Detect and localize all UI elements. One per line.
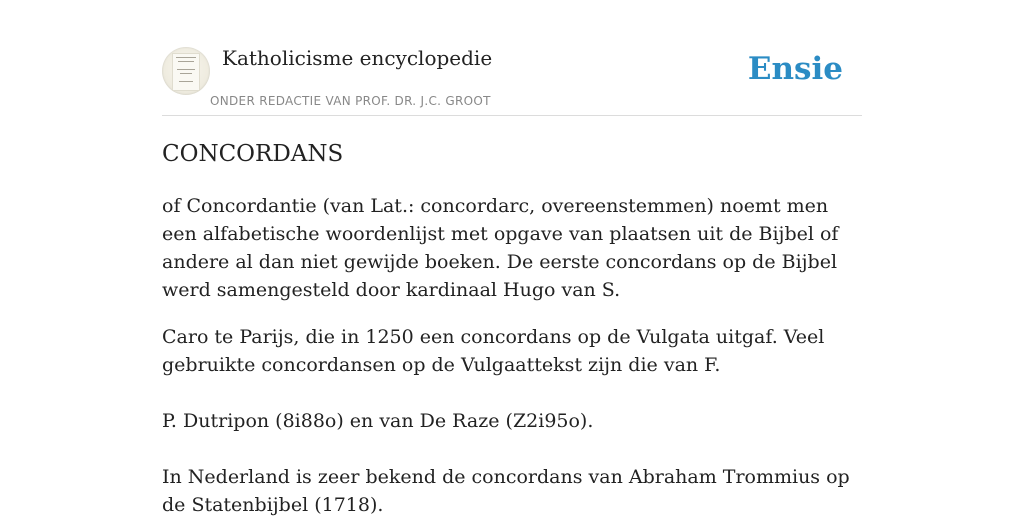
book-line-graphic bbox=[179, 81, 193, 82]
book-line-graphic bbox=[176, 57, 196, 58]
book-line-graphic bbox=[177, 69, 195, 70]
entry-title: CONCORDANS bbox=[162, 141, 344, 167]
editor-subtitle: ONDER REDACTIE VAN PROF. DR. J.C. GROOT bbox=[210, 94, 491, 108]
ensie-logo-link[interactable]: Ensie bbox=[747, 51, 843, 87]
book-line-graphic bbox=[178, 61, 194, 62]
book-cover-thumbnail[interactable] bbox=[162, 47, 210, 95]
entry-paragraph: In Nederland is zeer bekend de concordans van Abraham Trommius op de Statenbijbel (1718). bbox=[162, 466, 850, 516]
site-header bbox=[162, 0, 862, 116]
book-page-graphic bbox=[172, 53, 200, 91]
encyclopedia-title-link[interactable]: Katholicisme encyclopedie bbox=[222, 46, 493, 70]
page-container bbox=[162, 0, 862, 516]
entry-paragraph: P. Dutripon (8i88o) en van De Raze (Z2i95o). bbox=[162, 410, 594, 432]
entry-paragraph: Caro te Parijs, die in 1250 een concordans op de Vulgata uitgaf. Veel gebruikte concordansen op de Vulgaattekst zijn die van F. bbox=[162, 326, 825, 376]
book-line-graphic bbox=[180, 73, 192, 74]
entry-paragraph: of Concordantie (van Lat.: concordarc, overeenstemmen) noemt men een alfabetische woordenlijst met opgave van plaatsen uit de Bijbel of andere al dan niet gewijde boeken. De eerste concordans op de Bijbel werd samengesteld door kardinaal Hugo van S. bbox=[162, 195, 839, 301]
